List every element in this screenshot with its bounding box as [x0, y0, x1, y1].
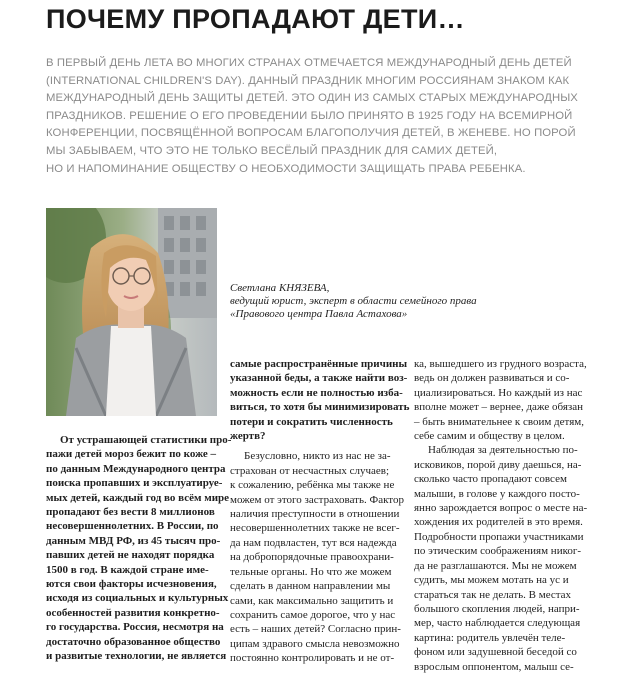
text-line: От устрашающей статистики про-: [60, 434, 232, 446]
text-line: судить, мы можем мотать на ус и: [414, 574, 569, 587]
text-line: исходя из социальных и культурных: [46, 592, 229, 605]
text-line: взрослым оппонентом, малыш се-: [414, 660, 574, 673]
lead-line: НО И НАПОМИНАНИЕ ОБЩЕСТВУ О НЕОБХОДИМОСТИ ЗАЩИЩАТЬ ПРАВА РЕБЕНКА.: [46, 162, 526, 175]
text-line: и развитые технологии, не является: [46, 650, 227, 663]
text-line: поиска пропавших и эксплуатируе-: [46, 477, 223, 490]
text-line: жертв?: [230, 430, 266, 443]
text-line: ципам здравого смысла невозможно: [230, 637, 400, 650]
text-line: ка, вышедшего из грудного возраста,: [414, 358, 587, 370]
text-line: сохранить самое дорогое, что у нас: [230, 608, 396, 621]
text-line: можность если не полностью изба-: [230, 386, 403, 399]
lead-line: МЫ ЗАБЫВАЕМ, ЧТО ЭТО НЕ ТОЛЬКО ВЕСЁЛЫЙ ПРАЗДНИК ДЛЯ САМИХ ДЕТЕЙ,: [46, 144, 498, 157]
text-line: мых детей, каждый год во всём мире: [46, 491, 230, 504]
text-line: указанной беды, а также найти воз-: [230, 372, 408, 385]
author-role: ведущий юрист, эксперт в области семейного права: [230, 295, 477, 307]
text-line: ются свои факторы исчезновения,: [46, 578, 217, 591]
text-line: циализироваться. Но каждый из нас: [414, 386, 583, 399]
text-line: стараться так не делать. В местах: [414, 588, 572, 601]
text-line: потери и сократить численность: [230, 415, 393, 428]
text-line: мер, часто наблюдается следующая: [414, 617, 581, 630]
text-line: по данным Международного центра: [46, 462, 226, 475]
text-line: можем от этого застраховать. Фактор: [230, 493, 404, 506]
text-line: самые распространённые причины: [230, 358, 408, 370]
text-line: фоном или задушевной беседой со: [414, 646, 577, 659]
text-line: сколько часто пропадают совсем: [414, 473, 567, 486]
text-line: особенностей развития конкретно-: [46, 606, 220, 619]
lead-line: МЕЖДУНАРОДНЫЙ ДЕНЬ ЗАЩИТЫ ДЕТЕЙ. ЭТО ОДИН ИЗ САМЫХ СТАРЫХ МЕЖДУНАРОДНЫХ: [46, 92, 578, 105]
text-line: янно зарождается вопрос о месте на-: [414, 502, 588, 515]
author-caption: [230, 282, 530, 321]
lead-line: КОНФЕРЕНЦИИ, ПОСВЯЩЁННОЙ ВОПРОСАМ БЛАГОПОЛУЧИЯ ДЕТЕЙ, В ЖЕНЕВЕ. НО ПОРОЙ: [46, 127, 576, 140]
text-line: Подробности пропажи участниками: [414, 530, 584, 543]
text-line: наличия преступности в отношении: [230, 508, 400, 521]
lead-line: В ПЕРВЫЙ ДЕНЬ ЛЕТА ВО МНОГИХ СТРАНАХ ОТМЕЧАЕТСЯ МЕЖДУНАРОДНЫЙ ДЕНЬ ДЕТЕЙ: [46, 57, 572, 69]
text-line: себе самим и обществу в целом.: [414, 430, 565, 443]
text-line: Наблюдая за деятельностью по-: [428, 444, 578, 457]
lead-line: ПРАЗДНИКОВ. РЕШЕНИЕ О ЕГО ПРОВЕДЕНИИ БЫЛО ПРИНЯТО В 1925 ГОДУ НА ВСЕМИРНОЙ: [46, 109, 573, 122]
text-line: к сожалению, ребёнка мы также не: [230, 479, 395, 492]
lead-line: (INTERNATIONAL CHILDREN'S DAY). ДАННЫЙ ПРАЗДНИК МНОГИМ РОССИЯНАМ ЗНАКОМ КАК: [46, 74, 570, 87]
column-2: [230, 357, 410, 666]
text-line: страхован от несчастных случаев;: [230, 464, 390, 477]
text-line: сами, как максимально защитить и: [230, 594, 394, 607]
text-line: да не разглашаются. Мы не можем: [414, 559, 577, 572]
text-line: сделать в данном направлении мы: [230, 580, 391, 593]
text-line: ведь он должен развиваться и со-: [414, 372, 570, 385]
text-line: го государства. Россия, несмотря на: [46, 621, 224, 634]
text-line: данным МВД РФ, из 45 тысяч про-: [46, 534, 221, 547]
text-line: несовершеннолетних. В России, по: [46, 520, 219, 533]
text-line: виться, то хотя бы минимизировать: [230, 401, 410, 414]
author-photo: [46, 208, 217, 416]
text-line: тельные органы. Но что же можем: [230, 565, 392, 578]
text-line: хождения их родителей в это время.: [414, 516, 583, 529]
text-line: вполне может – вернее, даже обязан: [414, 401, 584, 414]
text-line: несовершеннолетних также не всег-: [230, 522, 400, 535]
author-name: Светлана КНЯЗЕВА,: [230, 282, 330, 294]
column-1: [46, 433, 232, 664]
text-line: пажи детей мороз бежит по коже –: [46, 448, 217, 461]
text-line: большого скопления людей, напри-: [414, 602, 580, 615]
text-line: павших детей не находят порядка: [46, 549, 215, 562]
text-line: – быть внимательнее к своим детям,: [414, 415, 584, 428]
text-line: Безусловно, никто из нас не за-: [244, 450, 391, 463]
text-line: постоянно контролировать и не от-: [230, 652, 395, 665]
text-line: исковиков, порой диву даешься, на-: [414, 458, 582, 471]
column-3: [414, 357, 586, 674]
text-line: 1500 в год. В каждой стране име-: [46, 563, 209, 576]
text-line: малыши, в голове у каждого посто-: [414, 487, 580, 500]
text-line: пропадают без вести 8 миллионов: [46, 506, 215, 519]
text-line: на добропорядочные правоохрани-: [230, 551, 394, 564]
text-line: картина: родитель увлечён теле-: [414, 631, 566, 644]
article-lead: [46, 55, 636, 178]
text-line: достаточно образованное общество: [46, 635, 221, 648]
text-line: по этическим соображениям никог-: [414, 545, 582, 558]
author-org: «Правового центра Павла Астахова»: [230, 308, 408, 320]
article-title: ПОЧЕМУ ПРОПАДАЮТ ДЕТИ…: [46, 4, 465, 34]
text-line: есть – наших детей? Согласно прин-: [230, 623, 401, 636]
text-line: да нам подвластен, тут вся надежда: [230, 536, 397, 549]
